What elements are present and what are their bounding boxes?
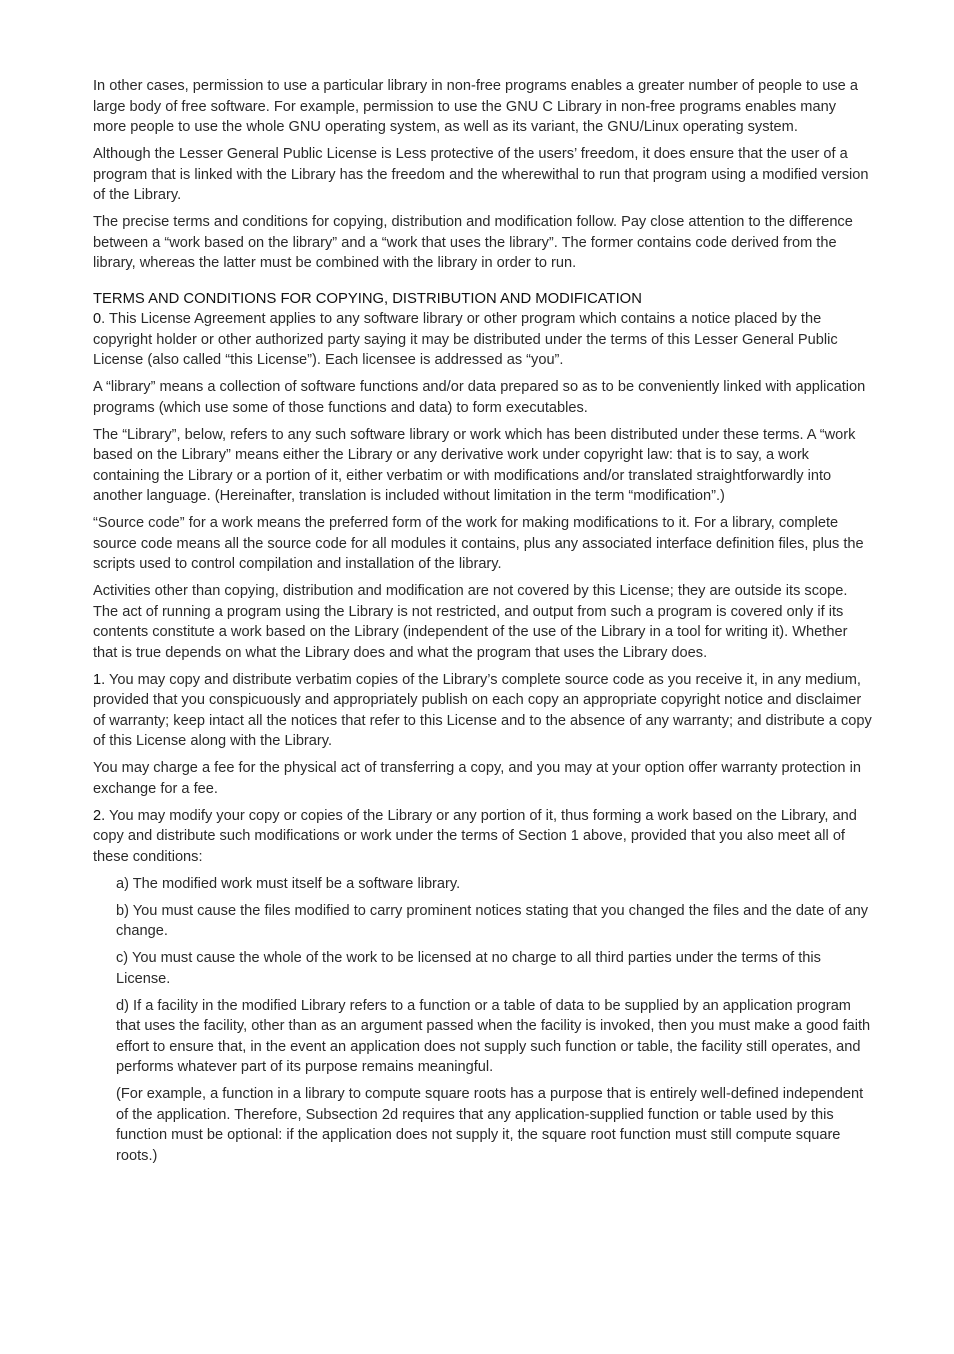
section-1-lead-text: You may copy and distribute verbatim copies of the Library’s complete source code as you receive it, in any medium, provided that you conspicuously and appropriately publish on each copy an appropriate copyright notice and disclaimer of warranty; keep intact all the notices that refer to this License and to the absence of any warranty; and distribute a copy of this License along with the Library. [93,671,872,749]
section-2-lead [93,806,873,868]
section-1-lead [93,670,873,752]
section-1-number: 1. [93,671,106,688]
section-0-paragraph-2: A “library” means a collection of software functions and/or data prepared so as to be conveniently linked with application programs (which use some of those functions and data) to form executables. [93,379,866,416]
section-2-condition-b: b) You must cause the files modified to carry prominent notices stating that you changed the files and the date of any change. [116,902,869,939]
section-2-number: 2. [93,807,106,824]
section-2-condition-c: c) You must cause the whole of the work to be licensed at no charge to all third parties under the terms of this License. [116,950,821,987]
intro-paragraph-2: Although the Lesser General Public License is Less protective of the users’ freedom, it does ensure that the user of a program that is linked with the Library has the freedom and the wherewithal to run that program using a modified version of the Library. [93,146,869,203]
terms-heading: TERMS AND CONDITIONS FOR COPYING, DISTRIBUTION AND MODIFICATION [93,290,642,307]
section-1-paragraph-2: You may charge a fee for the physical act of transferring a copy, and you may at your option offer warranty protection in exchange for a fee. [93,760,861,797]
license-page [93,76,873,1173]
section-0-paragraph-3: The “Library”, below, refers to any such software library or work which has been distributed under these terms. A “work based on the Library” means either the Library or any derivative work under copyright law: that is to say, a work containing the Library or a portion of it, either verbatim or with modifications and/or translated straightforwardly into another language. (Hereinafter, translation is included without limitation in the term “modification”.) [93,426,856,504]
section-0-number: 0 [93,311,102,327]
section-2-condition-a: a) The modified work must itself be a software library. [116,875,461,892]
section-2-condition-d: d) If a facility in the modified Library refers to a function or a table of data to be supplied by an application program that uses the facility, other than as an argument passed when the facility is invoked, then you must make a good faith effort to ensure that, in the event an application does not supply such function or table, the facility still operates, and performs whatever part of its purpose remains meaningful. [116,997,871,1075]
section-2-lead-text: You may modify your copy or copies of the Library or any portion of it, thus forming a work based on the Library, and copy and distribute such modifications or work under the terms of Section 1 above, provided that you also meet all of these conditions: [93,807,857,865]
intro-paragraph-3: The precise terms and conditions for copying, distribution and modification follow. Pay close attention to the difference between a “work based on the library” and a “work that uses the library”. The former contains code derived from the library, whereas the latter must be combined with the library in order to run. [93,214,853,271]
section-2-example: (For example, a function in a library to compute square roots has a purpose that is entirely well-defined independent of the application. Therefore, Subsection 2d requires that any application-supplied function or table used by this function must be optional: if the application does not supply it, the square root function must still compute square roots.) [116,1086,864,1164]
section-0-paragraph-4: “Source code” for a work means the preferred form of the work for making modifications to it. For a library, complete source code means all the source code for all modules it contains, plus any associated interface definition files, plus the scripts used to control compilation and installation of the library. [93,515,864,572]
section-0-lead [93,309,873,371]
section-0-lead-text: . This License Agreement applies to any software library or other program which contains a notice placed by the copyright holder or other authorized party saying it may be distributed under the terms of this Lesser General Public License (also called “this License”). Each licensee is addressed as “you”. [93,311,838,368]
section-0-paragraph-5: Activities other than copying, distribution and modification are not covered by this License; they are outside its scope. The act of running a program using the Library is not restricted, and output from such a program is covered only if its contents constitute a work based on the Library (independent of the use of the Library in a tool for writing it). Whether that is true depends on what the Library does and what the program that uses the Library does. [93,583,848,661]
intro-paragraph-1: In other cases, permission to use a particular library in non-free programs enables a greater number of people to use a large body of free software. For example, permission to use the GNU C Library in non-free programs enables many more people to use the whole GNU operating system, as well as its variant, the GNU/Linux operating system. [93,78,858,135]
